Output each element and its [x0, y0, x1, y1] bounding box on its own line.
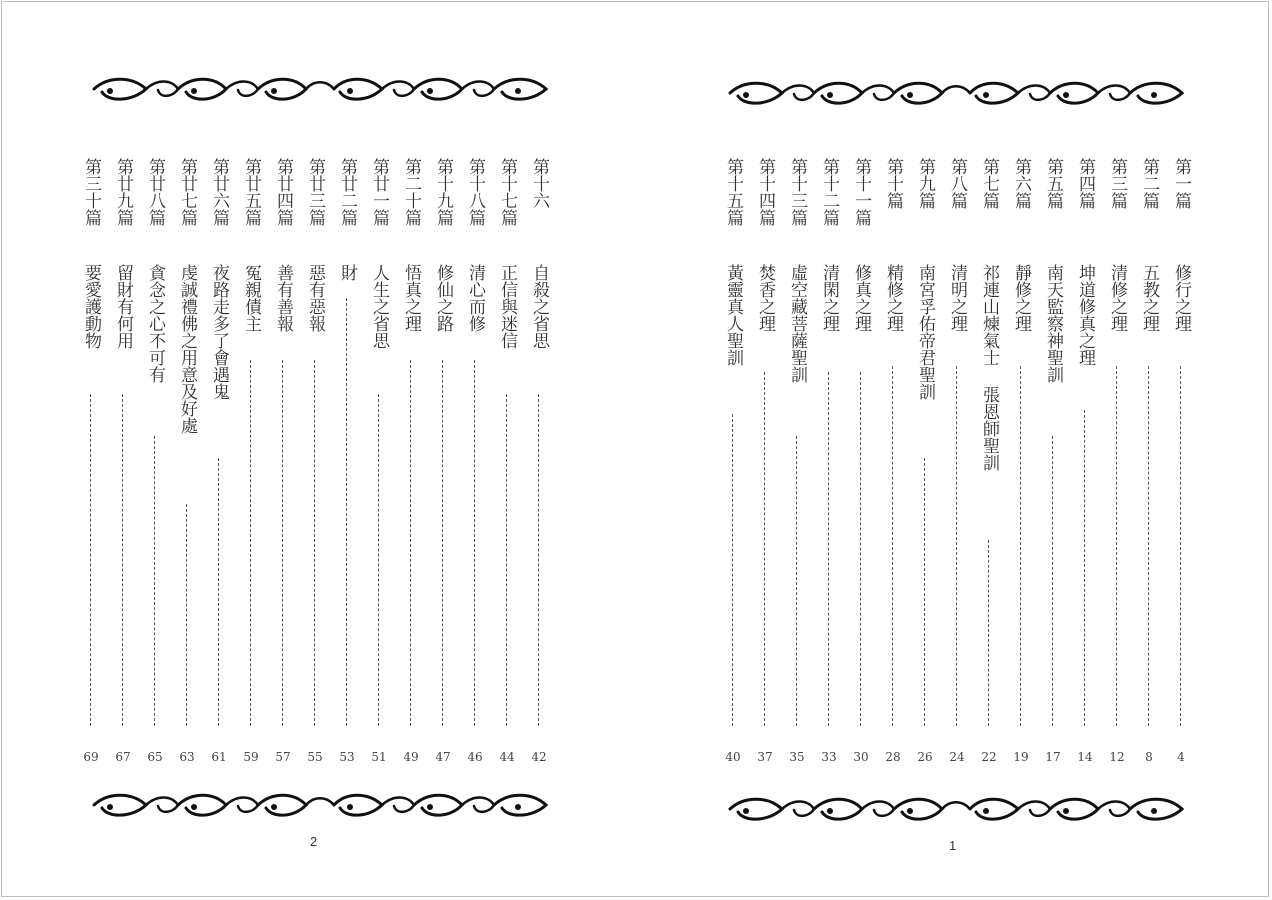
chapter-title: 冤親債主 [241, 264, 261, 332]
chapter-title: 清閑之理 [819, 264, 839, 332]
toc-entry[interactable] [812, 158, 846, 768]
page-ref: 57 [275, 750, 291, 764]
chapter-label: 第三十篇 [81, 158, 101, 226]
chapter-label: 第廿九篇 [113, 158, 133, 226]
toc-entry[interactable] [844, 158, 878, 768]
chapter-title: 自殺之省思 [529, 264, 549, 349]
chapter-label: 第十五篇 [723, 158, 743, 226]
page-ref: 26 [917, 750, 933, 764]
page-ref: 69 [83, 750, 99, 764]
page-ref: 49 [403, 750, 419, 764]
dotted-leader [506, 394, 507, 726]
page-ref: 24 [949, 750, 965, 764]
page-ref: 40 [725, 750, 741, 764]
chapter-label: 第七篇 [979, 158, 999, 209]
dotted-leader [474, 360, 475, 726]
chapter-title: 善有善報 [273, 264, 293, 332]
page-ref: 30 [853, 750, 869, 764]
dotted-leader [538, 394, 539, 726]
toc-entry[interactable] [1164, 158, 1198, 768]
dotted-leader [346, 298, 347, 726]
page-ref: 17 [1045, 750, 1061, 764]
page-number: 1 [949, 838, 957, 853]
toc-entry[interactable] [170, 158, 204, 768]
toc-entry[interactable] [748, 158, 782, 768]
toc-entry[interactable] [716, 158, 750, 768]
toc-entry[interactable] [138, 158, 172, 768]
chapter-title: 黃靈真人聖訓 [723, 264, 743, 366]
toc-entry[interactable] [490, 158, 524, 768]
chapter-title: 精修之理 [883, 264, 903, 332]
chapter-label: 第廿五篇 [241, 158, 261, 226]
page-number: 2 [310, 834, 318, 849]
dotted-leader [1052, 436, 1053, 726]
dotted-leader [314, 360, 315, 726]
dotted-leader [1116, 366, 1117, 726]
page-ref: 4 [1177, 750, 1185, 764]
dotted-leader [828, 372, 829, 726]
toc-entry[interactable] [1132, 158, 1166, 768]
chapter-title: 正信與迷信 [497, 264, 517, 349]
chapter-label: 第廿一篇 [369, 158, 389, 226]
toc-entry[interactable] [234, 158, 268, 768]
chapter-label: 第十九篇 [433, 158, 453, 226]
toc-entry[interactable] [458, 158, 492, 768]
chapter-title: 坤道修真之理 [1075, 264, 1095, 366]
dotted-leader [892, 366, 893, 726]
toc-entry[interactable] [522, 158, 556, 768]
chapter-title: 靜修之理 [1011, 264, 1031, 332]
page-ref: 33 [821, 750, 837, 764]
chapter-label: 第五篇 [1043, 158, 1063, 209]
page-ref: 51 [371, 750, 387, 764]
chapter-label: 第廿八篇 [145, 158, 165, 226]
page-ref: 67 [115, 750, 131, 764]
chapter-label: 第十二篇 [819, 158, 839, 226]
page-ref: 12 [1109, 750, 1125, 764]
chapter-title: 要愛護動物 [81, 264, 101, 349]
chapter-label: 第九篇 [915, 158, 935, 209]
toc-entry[interactable] [908, 158, 942, 768]
page-ref: 35 [789, 750, 805, 764]
dotted-leader [988, 540, 989, 726]
page-ref: 44 [499, 750, 515, 764]
dotted-leader [1020, 366, 1021, 726]
toc-entry[interactable] [362, 158, 396, 768]
dotted-leader [1084, 410, 1085, 726]
chapter-title: 人生之省思 [369, 264, 389, 349]
page-ref: 61 [211, 750, 227, 764]
chapter-title: 清修之理 [1107, 264, 1127, 332]
page-ref: 53 [339, 750, 355, 764]
chapter-label: 第二十篇 [401, 158, 421, 226]
chapter-title: 南宮孚佑帝君聖訓 [915, 264, 935, 400]
chapter-label: 第四篇 [1075, 158, 1095, 209]
page-ref: 42 [531, 750, 547, 764]
toc-entry[interactable] [202, 158, 236, 768]
dotted-leader [1180, 366, 1181, 726]
chapter-label: 第廿七篇 [177, 158, 197, 226]
toc-entry[interactable] [1100, 158, 1134, 768]
page-ref: 14 [1077, 750, 1093, 764]
toc-entry[interactable] [298, 158, 332, 768]
dotted-leader [860, 372, 861, 726]
chapter-label: 第十四篇 [755, 158, 775, 226]
chapter-label: 第十一篇 [851, 158, 871, 226]
dotted-leader [924, 458, 925, 726]
dotted-leader [732, 414, 733, 726]
toc-entry[interactable] [106, 158, 140, 768]
toc-entry[interactable] [1068, 158, 1102, 768]
ornament-bottom-divider [88, 788, 552, 822]
dotted-leader [250, 360, 251, 726]
dotted-leader [282, 360, 283, 726]
toc-entry[interactable] [330, 158, 364, 768]
chapter-title: 修真之理 [851, 264, 871, 332]
toc-page-right [636, 0, 1272, 900]
chapter-title: 清明之理 [947, 264, 967, 332]
dotted-leader [90, 394, 91, 726]
chapter-label: 第十六 [529, 158, 549, 209]
toc-entry[interactable] [972, 158, 1006, 768]
dotted-leader [764, 372, 765, 726]
chapter-title: 夜路走多了會遇鬼 [209, 264, 229, 400]
ornament-top-divider [724, 76, 1188, 110]
toc-entry[interactable] [940, 158, 974, 768]
dotted-leader [378, 394, 379, 726]
chapter-title: 南天監察神聖訓 [1043, 264, 1063, 383]
dotted-leader [410, 360, 411, 726]
chapter-title: 虛空藏菩薩聖訓 [787, 264, 807, 383]
page-ref: 59 [243, 750, 259, 764]
page-ref: 63 [179, 750, 195, 764]
toc-entry[interactable] [394, 158, 428, 768]
dotted-leader [796, 436, 797, 726]
chapter-label: 第廿三篇 [305, 158, 325, 226]
dotted-leader [218, 458, 219, 726]
chapter-title: 清心而修 [465, 264, 485, 332]
chapter-label: 第十三篇 [787, 158, 807, 226]
dotted-leader [442, 360, 443, 726]
chapter-title: 五教之理 [1139, 264, 1159, 332]
dotted-leader [956, 366, 957, 726]
toc-entry[interactable] [780, 158, 814, 768]
toc-entry[interactable] [426, 158, 460, 768]
chapter-title: 財 [337, 264, 357, 281]
dotted-leader [1148, 366, 1149, 726]
chapter-title: 祁連山煉氣士 張恩師聖訓 [979, 264, 999, 471]
chapter-label: 第十七篇 [497, 158, 517, 226]
toc-entry[interactable] [1004, 158, 1038, 768]
chapter-label: 第八篇 [947, 158, 967, 209]
chapter-label: 第一篇 [1171, 158, 1191, 209]
page-ref: 19 [1013, 750, 1029, 764]
chapter-label: 第十八篇 [465, 158, 485, 226]
page-ref: 46 [467, 750, 483, 764]
toc-entry[interactable] [1036, 158, 1070, 768]
toc-entry[interactable] [266, 158, 300, 768]
chapter-label: 第三篇 [1107, 158, 1127, 209]
chapter-title: 悟真之理 [401, 264, 421, 332]
chapter-title: 虔誠禮佛之用意及好處 [177, 264, 197, 434]
chapter-title: 留財有何用 [113, 264, 133, 349]
chapter-label: 第廿四篇 [273, 158, 293, 226]
chapter-label: 第二篇 [1139, 158, 1159, 209]
page-ref: 65 [147, 750, 163, 764]
page-ref: 22 [981, 750, 997, 764]
toc-entry[interactable] [876, 158, 910, 768]
dotted-leader [122, 394, 123, 726]
page-ref: 37 [757, 750, 773, 764]
ornament-bottom-divider [724, 792, 1188, 826]
chapter-title: 修行之理 [1171, 264, 1191, 332]
chapter-label: 第六篇 [1011, 158, 1031, 209]
chapter-title: 修仙之路 [433, 264, 453, 332]
ornament-top-divider [88, 72, 552, 106]
page-ref: 28 [885, 750, 901, 764]
dotted-leader [154, 436, 155, 726]
chapter-label: 第廿二篇 [337, 158, 357, 226]
page-ref: 55 [307, 750, 323, 764]
page-ref: 8 [1145, 750, 1153, 764]
chapter-title: 焚香之理 [755, 264, 775, 332]
chapter-label: 第廿六篇 [209, 158, 229, 226]
page-ref: 47 [435, 750, 451, 764]
chapter-title: 惡有惡報 [305, 264, 325, 332]
dotted-leader [186, 504, 187, 726]
chapter-label: 第十篇 [883, 158, 903, 209]
toc-entry[interactable] [74, 158, 108, 768]
chapter-title: 貪念之心不可有 [145, 264, 165, 383]
